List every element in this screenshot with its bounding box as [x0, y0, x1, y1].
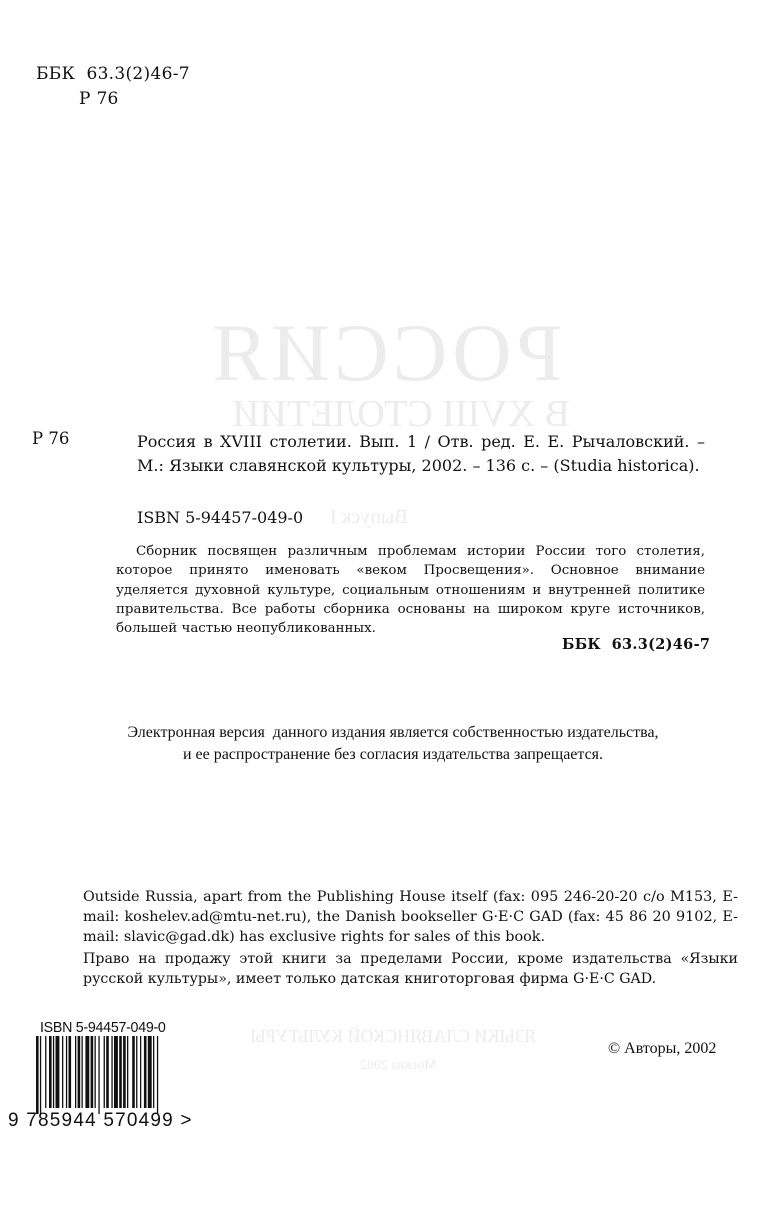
barcode-bar [56, 1036, 60, 1108]
barcode-digits: 9 785944 570499 > [8, 1110, 193, 1131]
bbk-header-line2: Р 76 [79, 89, 119, 109]
barcode-bar [91, 1036, 94, 1108]
barcode-bar [132, 1036, 135, 1108]
barcode-bar [123, 1036, 126, 1108]
barcode-bar [75, 1036, 76, 1108]
barcode-bar [40, 1036, 41, 1114]
barcode-bar [114, 1036, 118, 1108]
barcode-bar [157, 1036, 158, 1114]
show-through-title: РОССИЯ [208, 307, 563, 398]
copyright: © Авторы, 2002 [608, 1040, 717, 1057]
barcode-bar [95, 1036, 96, 1108]
barcode-bar [104, 1036, 105, 1108]
bibliographic-entry: Россия в XVIII столетии. Вып. 1 / Отв. ред. Е. Е. Рычаловский. – М.: Языки славянской культуры, 2002. – 136 с. – (Studia historica). [137, 432, 705, 475]
rights-english: Outside Russia, apart from the Publishing House itself (fax: 095 246-20-20 c/o M153, E-mail: koshelev.ad@mtu-net.ru), the Danish bookseller G·E·C GAD (fax: 45 86 20 9102, E-mail: slavic@gad.dk) has exclusive rights for sales of this book. [83, 889, 738, 945]
bbk-index: ББК 63.3(2)46-7 [562, 636, 711, 653]
barcode-bar [82, 1036, 83, 1108]
barcode-isbn-label: ISBN 5-94457-049-0 [40, 1019, 166, 1036]
barcode-bar [62, 1036, 63, 1108]
rights-russian: Право на продажу этой книги за пределами России, кроме издательства «Языки русской культуры», имеет только датская книготорговая фирма G·E·C GAD. [83, 951, 738, 987]
barcode-bar [111, 1036, 112, 1108]
electronic-notice-line2: и ее распространение без согласия издательства запрещается. [182, 746, 604, 763]
barcode-bar [66, 1036, 67, 1108]
show-through-issue: Выпуск I [330, 506, 408, 528]
barcode-bar [153, 1036, 154, 1108]
bbk-header-line1: ББК 63.3(2)46-7 [36, 64, 190, 84]
barcode-bar [119, 1036, 122, 1108]
author-code: Р 76 [32, 429, 70, 448]
show-through-city: Москва 2002 [360, 1058, 437, 1073]
barcode-graphic [34, 1036, 198, 1114]
barcode-bar [140, 1036, 141, 1108]
barcode-bar [106, 1036, 109, 1108]
electronic-notice [60, 722, 726, 766]
barcode-bar [127, 1036, 128, 1108]
barcode-bar [49, 1036, 52, 1108]
barcode-bar [36, 1036, 39, 1114]
show-through-publisher: ЯЗЫКИ СЛАВЯНСКОЙ КУЛЬТУРЫ [250, 1026, 537, 1046]
barcode-bar [78, 1036, 81, 1108]
show-through-subtitle: В XVIII СТОЛЕТИИ [232, 393, 570, 435]
barcode-bar [148, 1036, 152, 1108]
barcode-bar [53, 1036, 54, 1108]
barcode-bar [136, 1036, 137, 1108]
abstract: Сборник посвящен различным проблемам истории России того столетия, которое принято именовать «веком Просвещения». Основное внимание уделяется духовной культуре, социальным отношениям и внутренней политике правительства. Все работы сборника основаны на широком круге источников, большей частью неопубликованных. [116, 544, 705, 637]
barcode-bar [45, 1036, 46, 1108]
barcode-bar [85, 1036, 89, 1108]
electronic-notice-line1: Электронная версия данного издания является собственностью издательства, [127, 724, 659, 741]
barcode-bar [144, 1036, 147, 1108]
barcode-bar [98, 1036, 99, 1114]
bbk-header [36, 62, 190, 112]
isbn-line: ISBN 5-94457-049-0 [137, 508, 304, 527]
barcode-bar [69, 1036, 72, 1108]
